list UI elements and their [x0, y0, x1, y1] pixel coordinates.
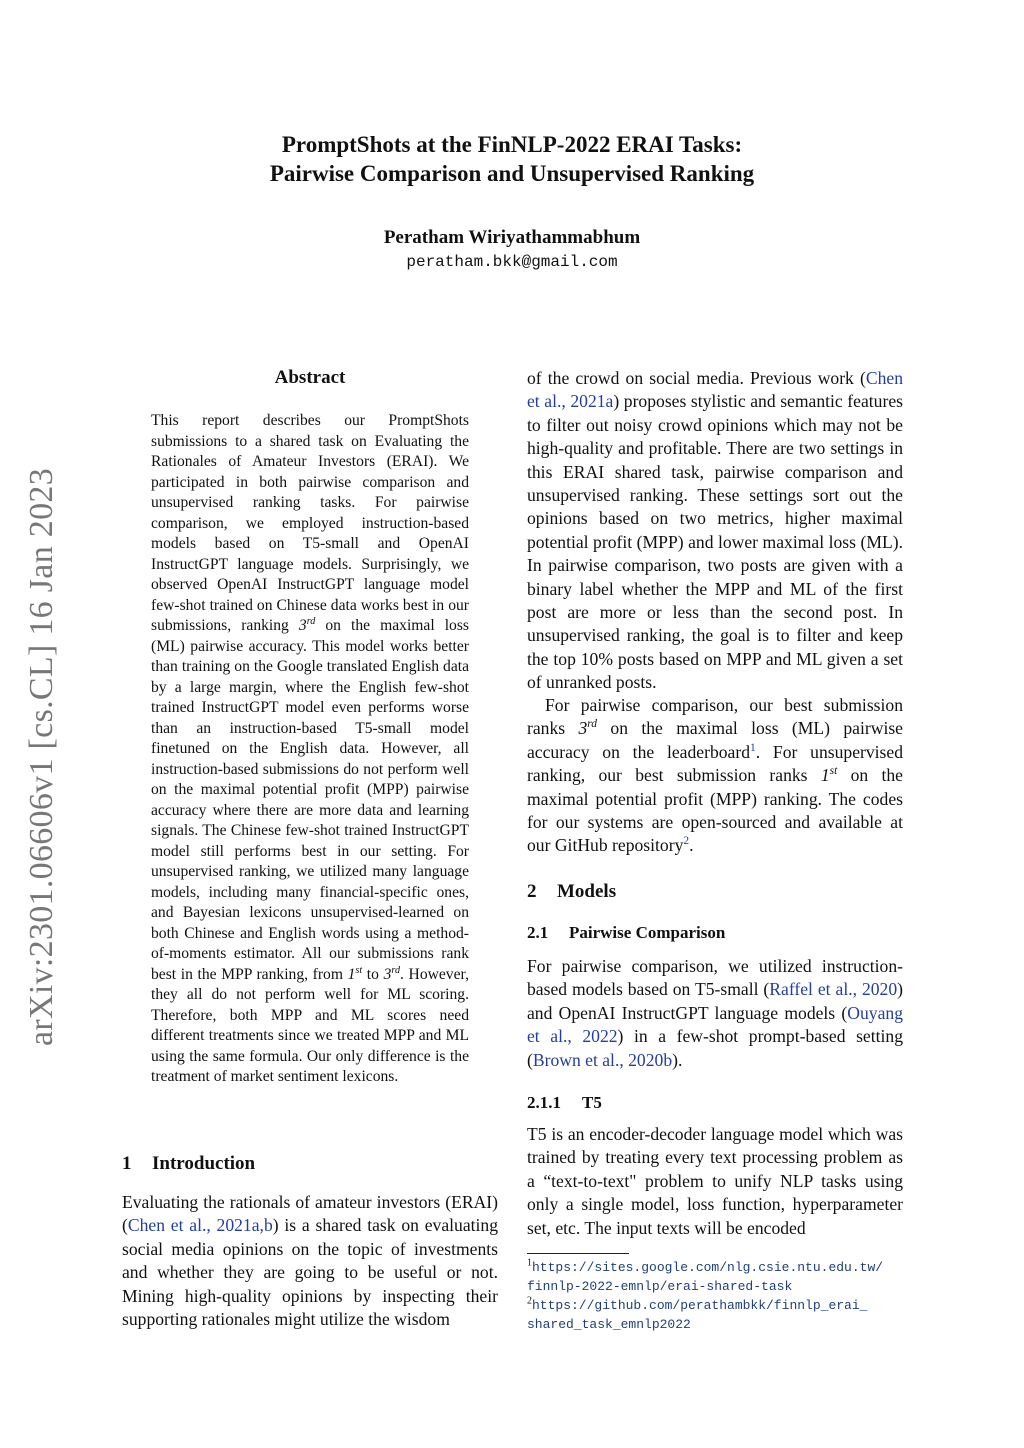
subsection-title: Pairwise Comparison [569, 923, 726, 942]
introduction-paragraph-left [122, 1191, 498, 1331]
section-number: 2 [527, 881, 537, 902]
footnote-2-line-1 [527, 1296, 917, 1315]
footnote-divider [527, 1253, 629, 1254]
pairwise-comparison-heading [527, 923, 725, 943]
abstract-text-2: on the maximal loss (ML) pairwise accuracy. This model works better than training on the Google translated English data by a large margin, where the English few-shot trained InstructGPT model even performs worse than an instruction-based T5-small model finetuned on the English data. However, all instruction-based submissions do not perform well on the maximal potential profit (MPP) pairwise accuracy where there are more data and learning signals. The Chinese few-shot trained InstructGPT model still performs best in our setting. For unsupervised ranking, we utilized many language models, including many financial-specific ones, and Bayesian lexicons unsupervised-learned on both Chinese and English words using a method-of-moments estimator. All our submissions rank best in the MPP ranking, from [151, 617, 469, 983]
abstract-rank-number: 3 [298, 617, 307, 634]
footnote-url[interactable]: https://github.com/perathambkk/finnlp_erai_ [532, 1298, 868, 1313]
author-email[interactable]: peratham.bkk@gmail.com [406, 253, 618, 271]
subsection-number: 2.1 [527, 923, 549, 942]
abstract-from-sup: st [355, 964, 363, 976]
models-text: ) and OpenAI InstructGPT language models ( [527, 979, 903, 1023]
intro-text: . For unsupervised ranking, our best submission ranks [527, 741, 904, 786]
citation-ouyang-2022[interactable]: Ouyang et al., 2022 [527, 1002, 903, 1047]
pairwise-comparison-paragraph [527, 955, 903, 1072]
intro-text: Evaluating the rationals of amateur investors (ERAI) ( [122, 1192, 498, 1236]
abstract-text-1: This report describes our PromptShots submissions to a shared task on Evaluating the Rationales of Amateur Investors (ERAI). We participated in both pairwise comparison and unsupervised ranking tasks. For pairwise comparison, we employed instruction-based models based on T5-small and OpenAI InstructGPT language models. Surprisingly, we observed OpenAI InstructGPT language model few-shot trained on Chinese data works best in our submissions, ranking [151, 412, 469, 634]
footnote-marker-1[interactable]: 1 [750, 741, 756, 754]
subsubsection-title: T5 [582, 1093, 602, 1112]
section-title: Introduction [152, 1153, 256, 1174]
intro-text: ) is a shared task on evaluating social media opinions on the topic of investments and whether they are going to be useful or not. Mining high-quality opinions by inspecting their supporting rationales might utilize the wisdom [122, 1215, 498, 1330]
footnote-1[interactable] [527, 1258, 917, 1296]
models-text: ) in a few-shot prompt-based setting ( [527, 1026, 903, 1070]
abstract-heading: Abstract [274, 367, 346, 388]
footnote-mark: 1 [527, 1257, 532, 1269]
models-text: For pairwise comparison, we utilized instruction-based models based on T5-small ( [527, 956, 903, 1000]
abstract-to-number: 3 [383, 965, 392, 983]
t5-paragraph: T5 is an encoder-decoder language model which was trained by treating every text processing problem as a “text-to-text" problem to unify NLP tasks using only a single model, loss function, hyperparameter set, etc. The input texts will be encoded [527, 1124, 903, 1238]
intro-text: on the maximal loss (ML) pairwise accuracy on the leaderboard [527, 718, 903, 762]
rank-number: 1 [820, 765, 830, 786]
title-line-1: PromptShots at the FinNLP-2022 ERAI Tasks: [281, 132, 743, 157]
footnote-1-line-1 [527, 1258, 917, 1277]
intro-text: on the maximal potential profit (MPP) ranking. The codes for our systems are open-sourced and available at our GitHub repository [527, 765, 903, 856]
arxiv-identifier [10, 460, 74, 1054]
abstract-to-word: to [362, 965, 384, 983]
footnote-2[interactable] [527, 1296, 917, 1334]
citation-raffel-2020[interactable]: Raffel et al., 2020 [769, 979, 898, 1000]
intro-text: of the crowd on social media. Previous work ( [527, 368, 866, 388]
models-heading [527, 881, 616, 903]
author-name: Peratham Wiriyathammabhum [383, 227, 641, 248]
intro-text: ) proposes stylistic and semantic features to filter out noisy crowd opinions which may not be high-quality and profitable. There are two settings in this ERAI shared task, pairwise comparison and unsupervised ranking. These settings sort out the opinions based on two metrics, higher maximal potential profit (MPP) and lower maximal loss (ML). In pairwise comparison, two posts are given with a binary label whether the MPP and ML of the first post are more or less than the second post. In unsupervised ranking, the goal is to filter and keep the top 10% posts based on MPP and ML given a set of unranked posts. [527, 391, 903, 693]
footnote-1-line-2[interactable]: finnlp-2022-emnlp/erai-shared-task [527, 1279, 793, 1294]
rank-sup: st [829, 765, 838, 778]
title-line-2: Pairwise Comparison and Unsupervised Ranking [269, 161, 755, 186]
models-text: ). [672, 1049, 683, 1070]
abstract-to-sup: rd [391, 964, 401, 976]
intro-text: . [689, 835, 694, 856]
footnote-mark: 2 [527, 1295, 532, 1307]
paper-title [150, 130, 874, 188]
abstract-text-3: . However, they all do not perform well for ML scoring. Therefore, both MPP and ML scores need different treatments since we treated MPP and ML using the same formula. Our only difference is the treatment of market sentiment lexicons. [151, 965, 469, 1085]
footnote-marker-2[interactable]: 2 [683, 835, 690, 848]
arxiv-id-text: arXiv:2301.06606v1 [cs.CL] 16 Jan 2023 [23, 468, 60, 1046]
footnote-2-line-2[interactable]: shared_task_emnlp2022 [527, 1317, 691, 1332]
introduction-paragraph-continued [527, 367, 903, 695]
citation-chen-2021ab[interactable]: Chen et al., 2021a,b [127, 1215, 273, 1236]
section-number: 1 [122, 1153, 132, 1174]
section-title: Models [557, 881, 617, 902]
introduction-heading [122, 1153, 255, 1175]
rank-number: 3 [578, 718, 588, 739]
abstract-rank-sup: rd [306, 615, 316, 627]
abstract-body [151, 411, 469, 1088]
subsubsection-number: 2.1.1 [527, 1093, 561, 1112]
abstract-from-number: 1 [347, 965, 356, 983]
t5-heading [527, 1093, 602, 1113]
citation-chen-2021a[interactable]: Chen et al., 2021a [527, 368, 903, 412]
citation-brown-2020b[interactable]: Brown et al., 2020b [532, 1049, 673, 1070]
intro-text: For pairwise comparison, our best submission ranks [527, 695, 903, 739]
rank-sup: rd [587, 718, 598, 731]
footnote-url[interactable]: https://sites.google.com/nlg.csie.ntu.edu.tw/ [532, 1260, 884, 1275]
introduction-paragraph-2 [527, 694, 903, 858]
